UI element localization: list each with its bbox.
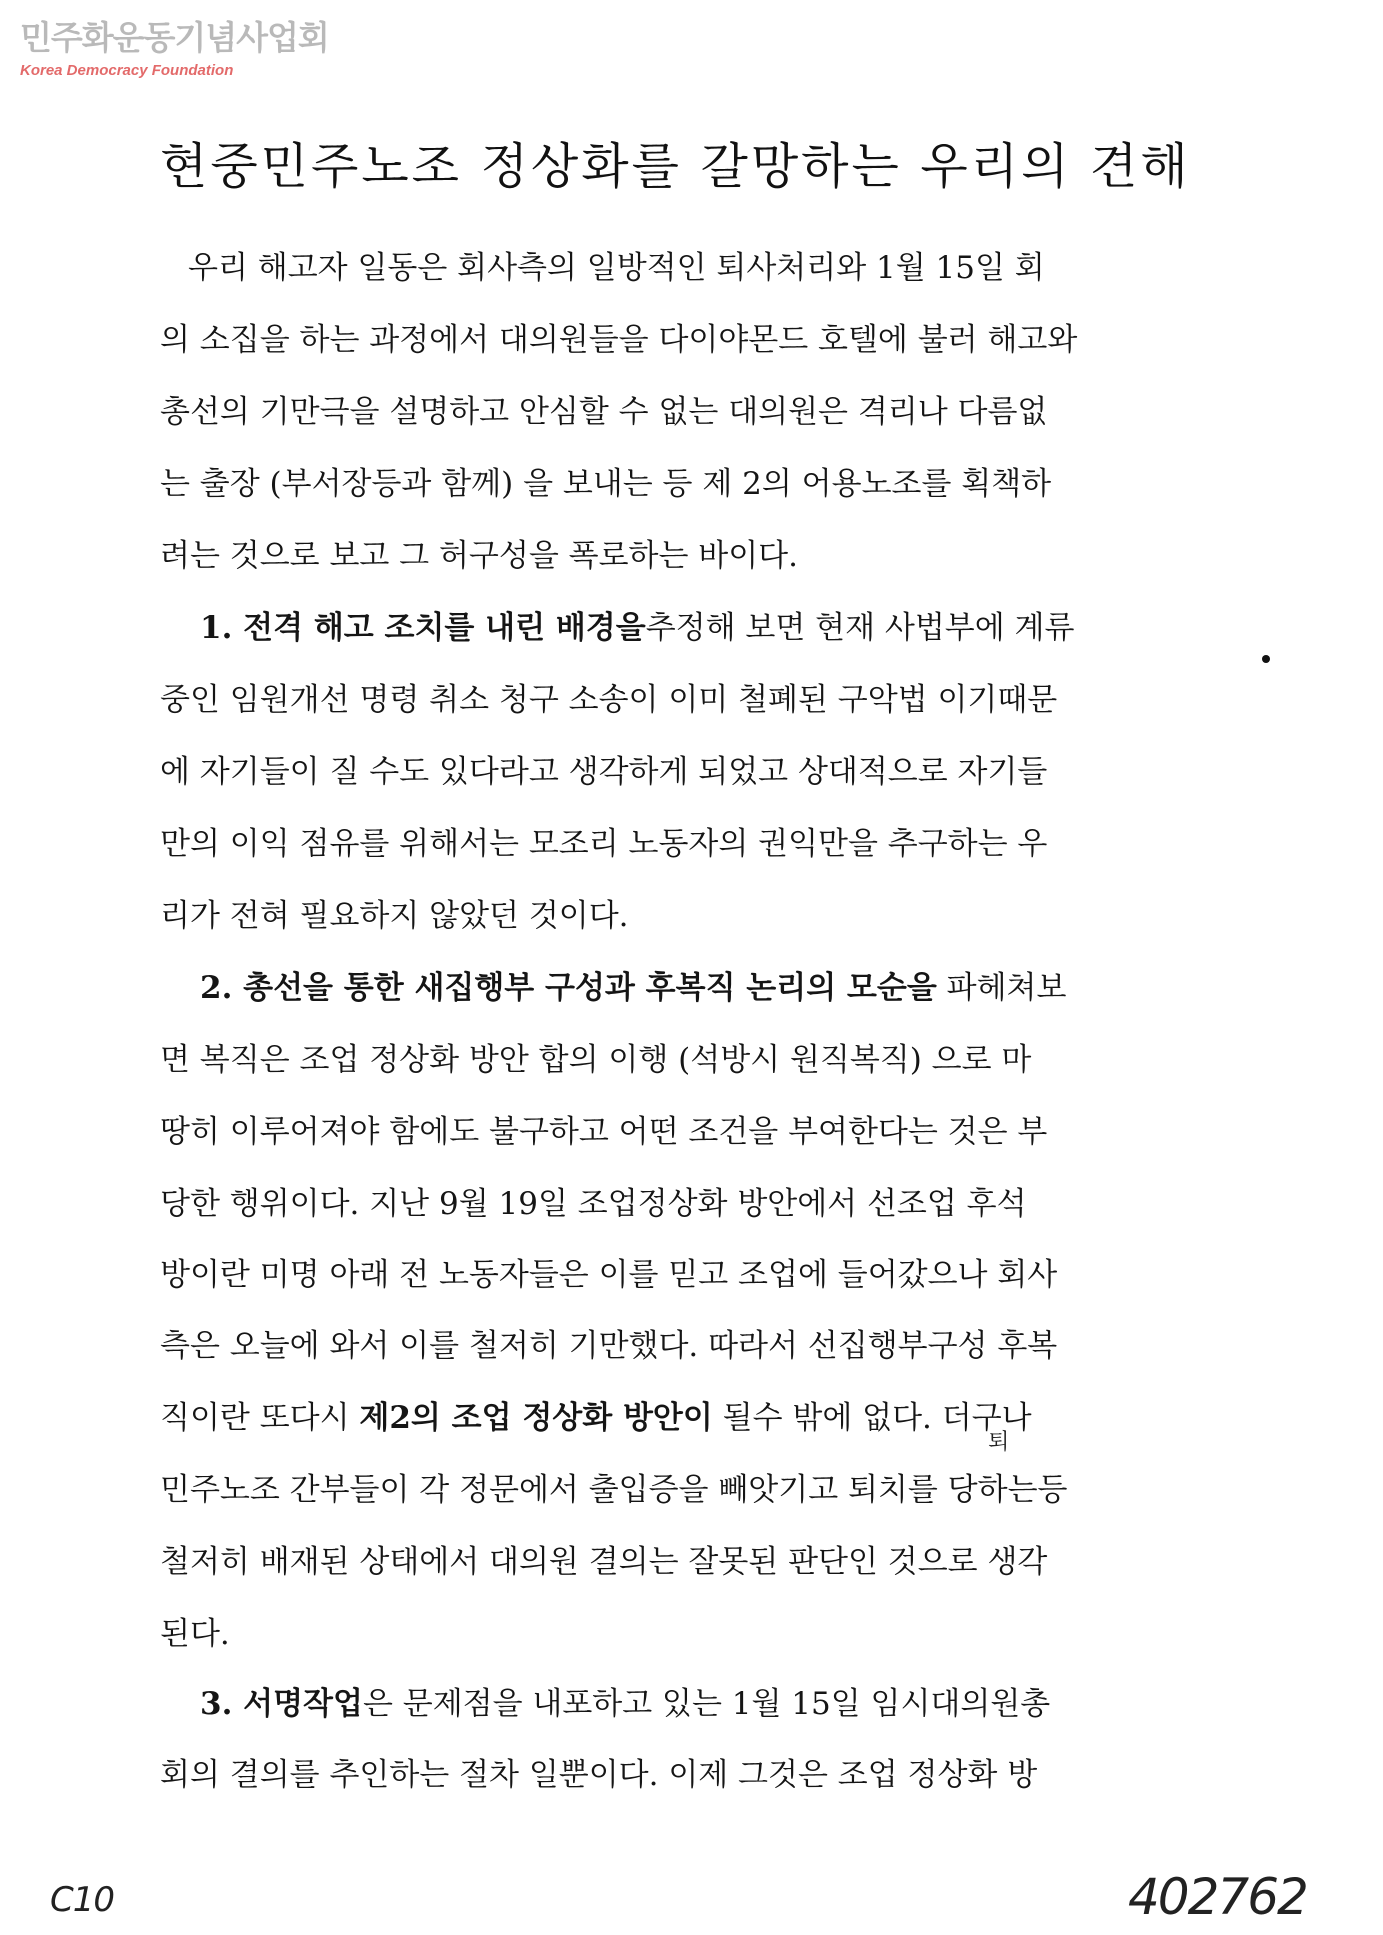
line-text: 땅히 이루어져야 함에도 불구하고 어떤 조건을 부여한다는 것은 부 xyxy=(160,1114,1048,1150)
body-line xyxy=(160,819,1250,869)
body-line xyxy=(200,963,1260,1013)
line-text: 면 복직은 조업 정상화 방안 합의 이행 (석방시 원직복직) 으로 마 xyxy=(160,1042,1032,1078)
body-line xyxy=(200,1679,1260,1729)
bold-heading: 1. 전격 해고 조치를 내린 배경을 xyxy=(200,610,646,646)
line-text: 철저히 배재된 상태에서 대의원 결의는 잘못된 판단인 것으로 생각 xyxy=(160,1544,1048,1580)
handwritten-insert: 퇴 xyxy=(988,1430,1010,1455)
line-text: 에 자기들이 질 수도 있다라고 생각하게 되었고 상대적으로 자기들 xyxy=(160,754,1048,790)
line-text: 당한 행위이다. 지난 9월 19일 조업정상화 방안에서 선조업 후석 xyxy=(160,1186,1027,1222)
watermark-english: Korea Democracy Foundation xyxy=(20,62,234,79)
line-text: 직이란 또다시 xyxy=(160,1400,360,1436)
bottom-left-code: C10 xyxy=(50,1880,115,1920)
line-text: 은 문제점을 내포하고 있는 1월 15일 임시대의원총 xyxy=(362,1686,1051,1722)
body-line xyxy=(160,1107,1250,1157)
body-line xyxy=(160,531,1250,581)
body-line xyxy=(160,1035,1250,1085)
body-line xyxy=(160,1393,1250,1443)
line-text: 만의 이익 점유를 위해서는 모조리 노동자의 권익만을 추구하는 우 xyxy=(160,826,1048,862)
body-line xyxy=(160,675,1250,725)
line-text: 우리 해고자 일동은 회사측의 일방적인 퇴사처리와 1월 15일 회 xyxy=(188,250,1045,286)
line-text: 방이란 미명 아래 전 노동자들은 이를 믿고 조업에 들어갔으나 회사 xyxy=(160,1257,1058,1293)
body-line xyxy=(160,459,1250,509)
line-text: 파헤쳐보 xyxy=(936,970,1067,1006)
line-text: 회의 결의를 추인하는 절차 일뿐이다. 이제 그것은 조업 정상화 방 xyxy=(160,1757,1038,1793)
body-line xyxy=(160,315,1250,365)
body-line xyxy=(200,603,1260,653)
body-line xyxy=(160,387,1250,437)
body-line xyxy=(160,891,1250,941)
line-text: 는 출장 (부서장등과 함께) 을 보내는 등 제 2의 어용노조를 획책하 xyxy=(160,466,1052,502)
body-line xyxy=(160,1750,1250,1800)
line-text: 된다. xyxy=(160,1616,230,1652)
body-line xyxy=(160,1465,1250,1515)
body-line xyxy=(160,1250,1250,1300)
body-line xyxy=(160,747,1250,797)
bold-heading: 2. 총선을 통한 새집행부 구성과 후복직 논리의 모순을 xyxy=(200,970,937,1006)
body-line xyxy=(188,243,1278,293)
ink-dot xyxy=(1262,655,1270,663)
line-text: 민주노조 간부들이 각 정문에서 출입증을 빼앗기고 퇴치를 당하는등 xyxy=(160,1472,1068,1508)
line-text: 측은 오늘에 와서 이를 철저히 기만했다. 따라서 선집행부구성 후복 xyxy=(160,1328,1058,1364)
line-text: 추정해 보면 현재 사법부에 계류 xyxy=(645,610,1075,646)
line-text: 의 소집을 하는 과정에서 대의원들을 다이야몬드 호텔에 불러 해고와 xyxy=(160,322,1078,358)
body-line xyxy=(160,1537,1250,1587)
line-text: 총선의 기만극을 설명하고 안심할 수 없는 대의원은 격리나 다름없 xyxy=(160,394,1048,430)
line-text: 리가 전혀 필요하지 않았던 것이다. xyxy=(160,898,629,934)
body-line xyxy=(160,1179,1250,1229)
line-text: 려는 것으로 보고 그 허구성을 폭로하는 바이다. xyxy=(160,538,798,574)
foundation-watermark xyxy=(20,18,329,81)
body-line xyxy=(160,1321,1250,1371)
watermark-korean: 민주화운동기념사업회 xyxy=(20,18,329,57)
body-line xyxy=(160,1609,1250,1659)
bold-heading: 3. 서명작업 xyxy=(200,1686,363,1722)
line-text: 중인 임원개선 명령 취소 청구 소송이 이미 철폐된 구악법 이기때문 xyxy=(160,682,1058,718)
document-title: 현중민주노조 정상화를 갈망하는 우리의 견해 xyxy=(160,138,1191,195)
document-number: 402762 xyxy=(1128,1868,1307,1926)
bold-heading: 제2의 조업 정상화 방안이 xyxy=(359,1400,713,1436)
line-text: 될수 밖에 없다. 더구나 xyxy=(712,1400,1032,1436)
